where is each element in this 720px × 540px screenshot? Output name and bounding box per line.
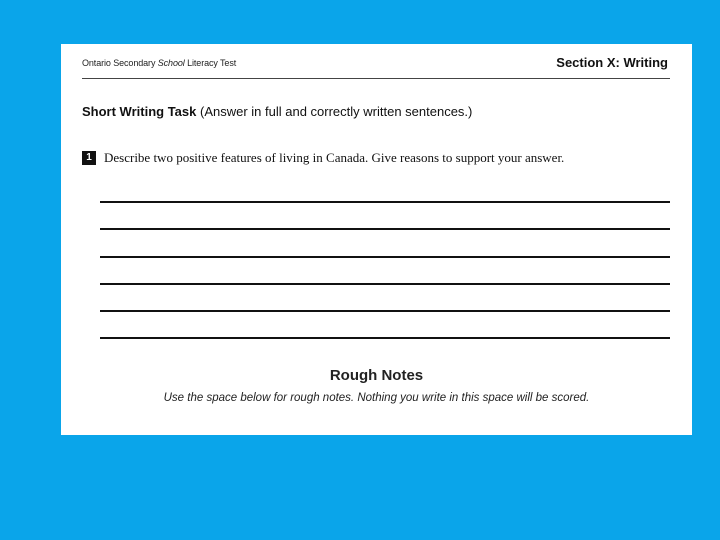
- test-name: [82, 58, 236, 68]
- answer-line[interactable]: [100, 337, 670, 339]
- test-name-prefix: Ontario Secondary: [82, 58, 156, 68]
- question-number-badge: 1: [82, 151, 96, 165]
- answer-line[interactable]: [100, 310, 670, 312]
- task-heading: [82, 104, 472, 119]
- section-title: Section X: Writing: [556, 55, 668, 70]
- test-name-school: School: [157, 58, 185, 68]
- answer-line[interactable]: [100, 256, 670, 258]
- answer-line[interactable]: [100, 283, 670, 285]
- rough-notes-title: Rough Notes: [329, 367, 424, 384]
- test-name-suffix: Literacy Test: [187, 58, 237, 68]
- test-page: [61, 44, 692, 435]
- answer-line[interactable]: [100, 228, 670, 230]
- task-heading-note: (Answer in full and correctly written sentences.): [199, 104, 473, 119]
- header-divider: [82, 78, 670, 79]
- answer-line[interactable]: [100, 201, 670, 203]
- question-text: Describe two positive features of living in Canada. Give reasons to support your answer.: [104, 150, 565, 165]
- rough-notes-instruction: Use the space below for rough notes. Nothing you write in this space will be scored.: [163, 392, 590, 404]
- task-heading-title: Short Writing Task: [82, 104, 197, 119]
